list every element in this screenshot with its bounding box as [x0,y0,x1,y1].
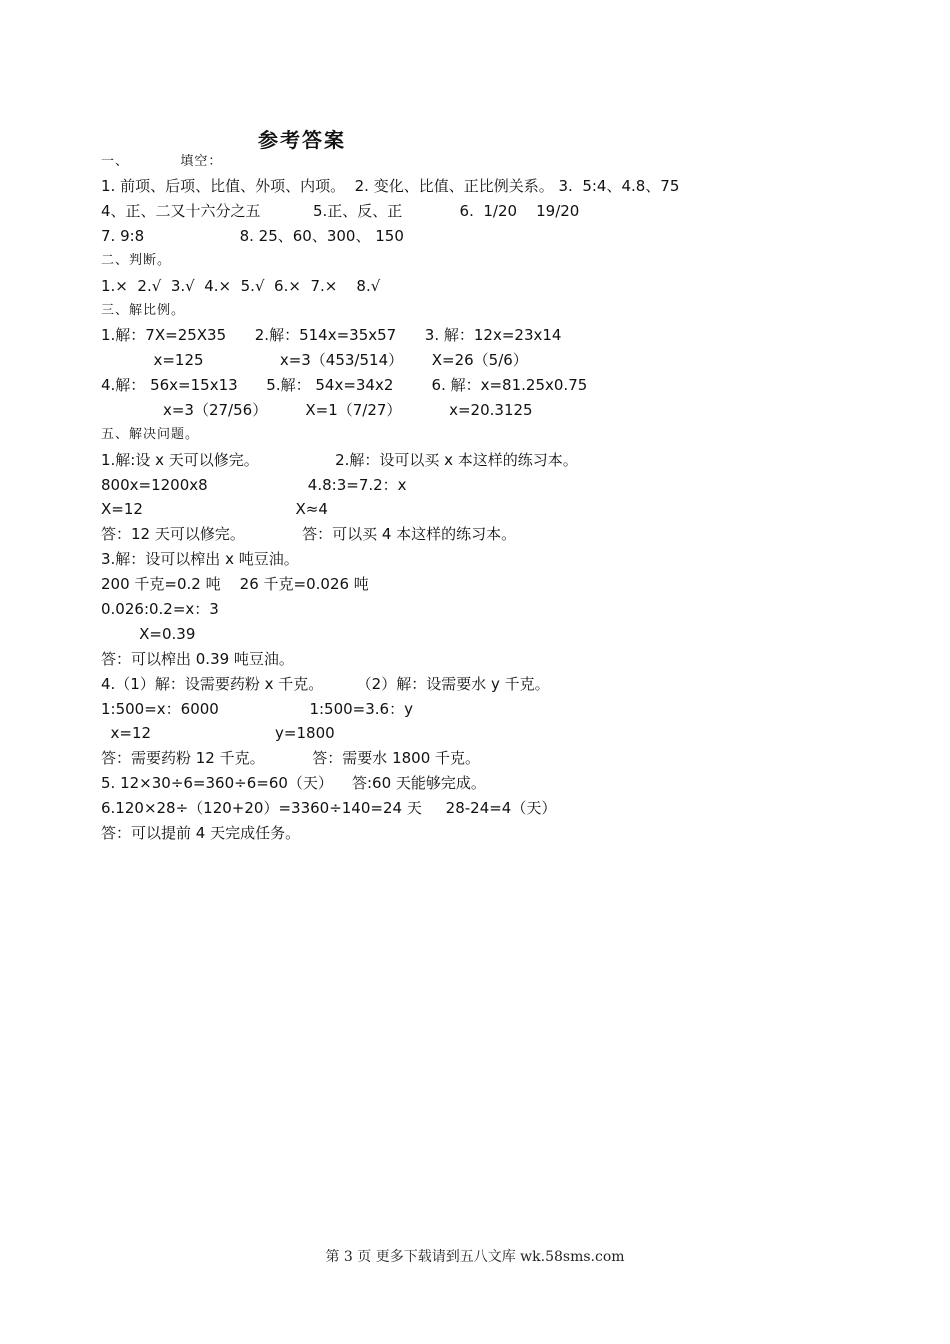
answer-line: 4.（1）解：设需要药粉 x 千克。 （2）解：设需要水 y 千克。 [101,675,550,693]
answer-line: 3.解：设可以榨出 x 吨豆油。 [101,550,299,568]
answer-line: 1.× 2.√ 3.√ 4.× 5.√ 6.× 7.× 8.√ [101,277,381,295]
section-heading: 五、解决问题。 [101,427,200,442]
answer-line: 1. 前项、后项、比值、外项、内项。 2. 变化、比值、正比例关系。 3. 5:4、4.8、75 [101,177,680,195]
answer-line: 答：可以榨出 0.39 吨豆油。 [101,650,294,668]
answer-line: 1.解:设 x 天可以修完。 2.解：设可以买 x 本这样的练习本。 [101,451,578,469]
answer-line: x=12 y=1800 [101,724,335,742]
answer-line: 4、正、二又十六分之五 5.正、反、正 6. 1/20 19/20 [101,202,580,220]
page-title: 参考答案 [258,128,346,152]
answer-line: 0.026:0.2=x：3 [101,600,219,618]
section-heading: 一、 填空： [101,154,223,169]
answer-line: 1.解：7X=25X35 2.解：514x=35x57 3. 解：12x=23x14 [101,326,562,344]
section-heading: 三、解比例。 [101,303,186,318]
answer-line: x=125 x=3（453/514） X=26（5/6） [101,351,528,369]
answer-line: 答：可以提前 4 天完成任务。 [101,824,301,842]
answer-line: 答：12 天可以修完。 答：可以买 4 本这样的练习本。 [101,525,517,543]
answer-line: 200 千克=0.2 吨 26 千克=0.026 吨 [101,575,369,593]
answer-line: 4.解： 56x=15x13 5.解： 54x=34x2 6. 解：x=81.25x0.75 [101,376,588,394]
page-footer: 第 3 页 更多下载请到五八文库 wk.58sms.com [325,1249,625,1265]
answer-line: x=3（27/56） X=1（7/27） x=20.3125 [101,401,533,419]
answer-line: 5. 12×30÷6=360÷6=60（天） 答:60 天能够完成。 [101,774,486,792]
answer-line: 答：需要药粉 12 千克。 答：需要水 1800 千克。 [101,749,481,767]
answer-line: 800x=1200x8 4.8:3=7.2：x [101,476,407,494]
answer-line: X=12 X≈4 [101,500,328,518]
answer-line: 1:500=x：6000 1:500=3.6：y [101,700,413,718]
answer-line: X=0.39 [101,625,196,643]
answer-line: 7. 9:8 8. 25、60、300、 150 [101,227,404,245]
section-heading: 二、判断。 [101,253,172,268]
answer-line: 6.120×28÷（120+20）=3360÷140=24 天 28-24=4（天） [101,799,557,817]
